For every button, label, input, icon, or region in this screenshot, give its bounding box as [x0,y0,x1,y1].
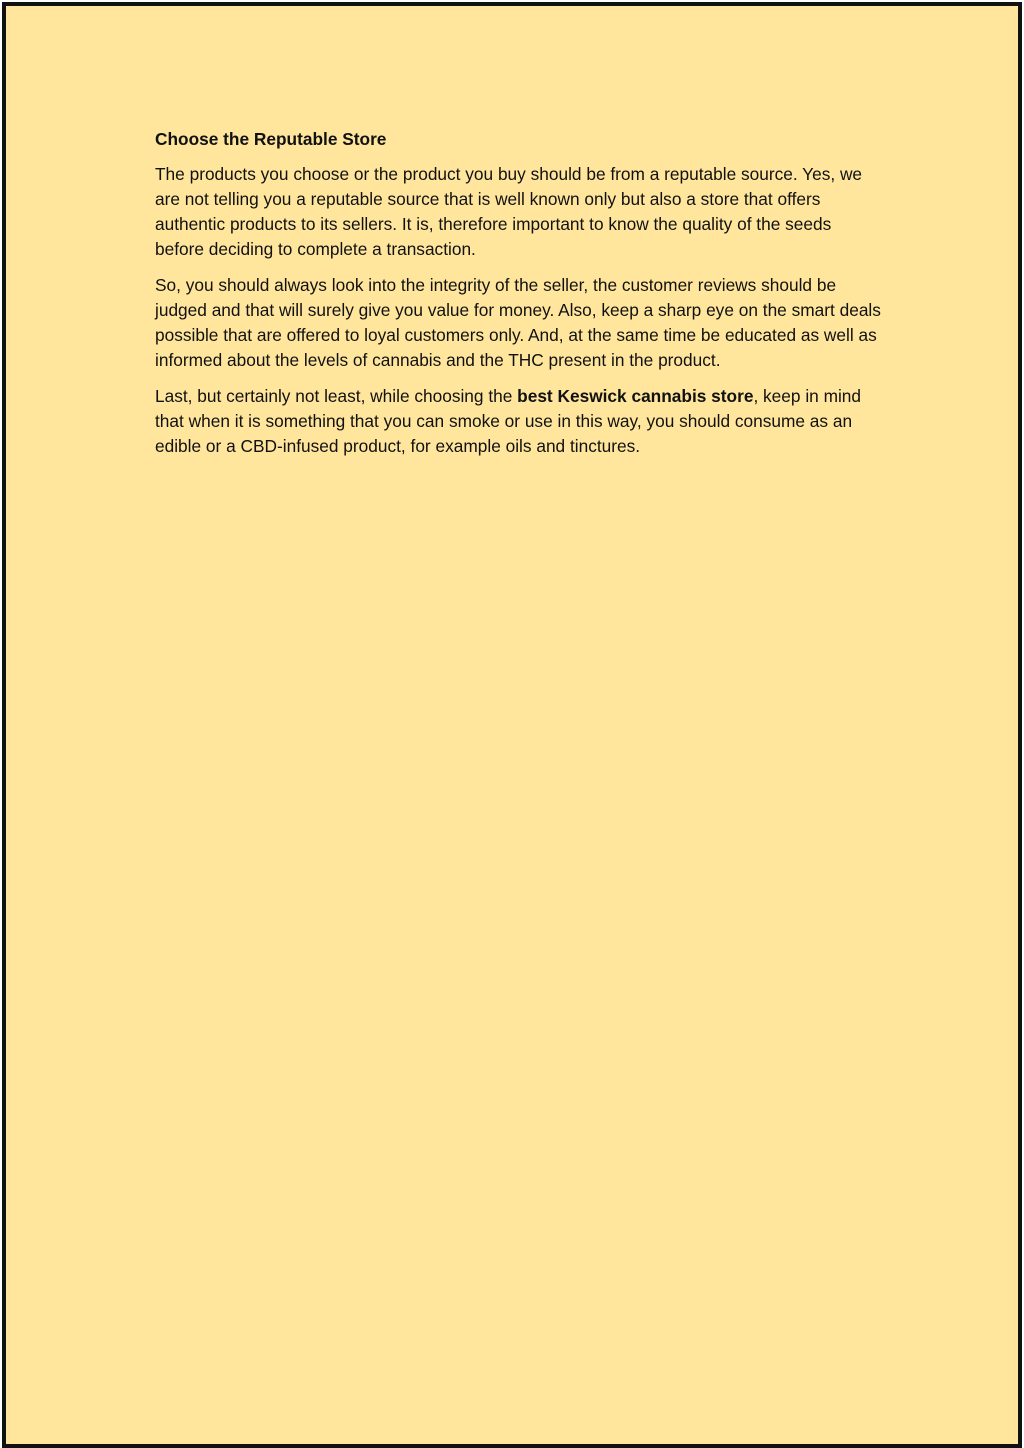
paragraph-reputable-source: The products you choose or the product you buy should be from a reputable source. Yes, we are not telling you a reputable source that is well known only but also a store that offers authentic products to its sellers. It is, therefore important to know the quality of the seeds before deciding to complete a transaction. [155,164,863,259]
document-content [155,127,885,470]
paragraph-last-advice [155,384,885,459]
store-keyword-link: best Keswick cannabis store [517,386,754,406]
section-heading: Choose the Reputable Store [155,129,387,149]
paragraph-text-before: Last, but certainly not least, while choosing the [155,386,518,406]
paragraph-text-after: , keep in mind that when it is something that you can smoke or use in this way, you should consume as an edible or a CBD-infused product, for example oils and tinctures. [155,386,862,456]
document-page [2,2,1022,1448]
paragraph-seller-integrity: So, you should always look into the integrity of the seller, the customer reviews should be judged and that will surely give you value for money. Also, keep a sharp eye on the smart deals possible that are offered to loyal customers only. And, at the same time be educated as well as informed about the levels of cannabis and the THC present in the product. [155,275,881,370]
